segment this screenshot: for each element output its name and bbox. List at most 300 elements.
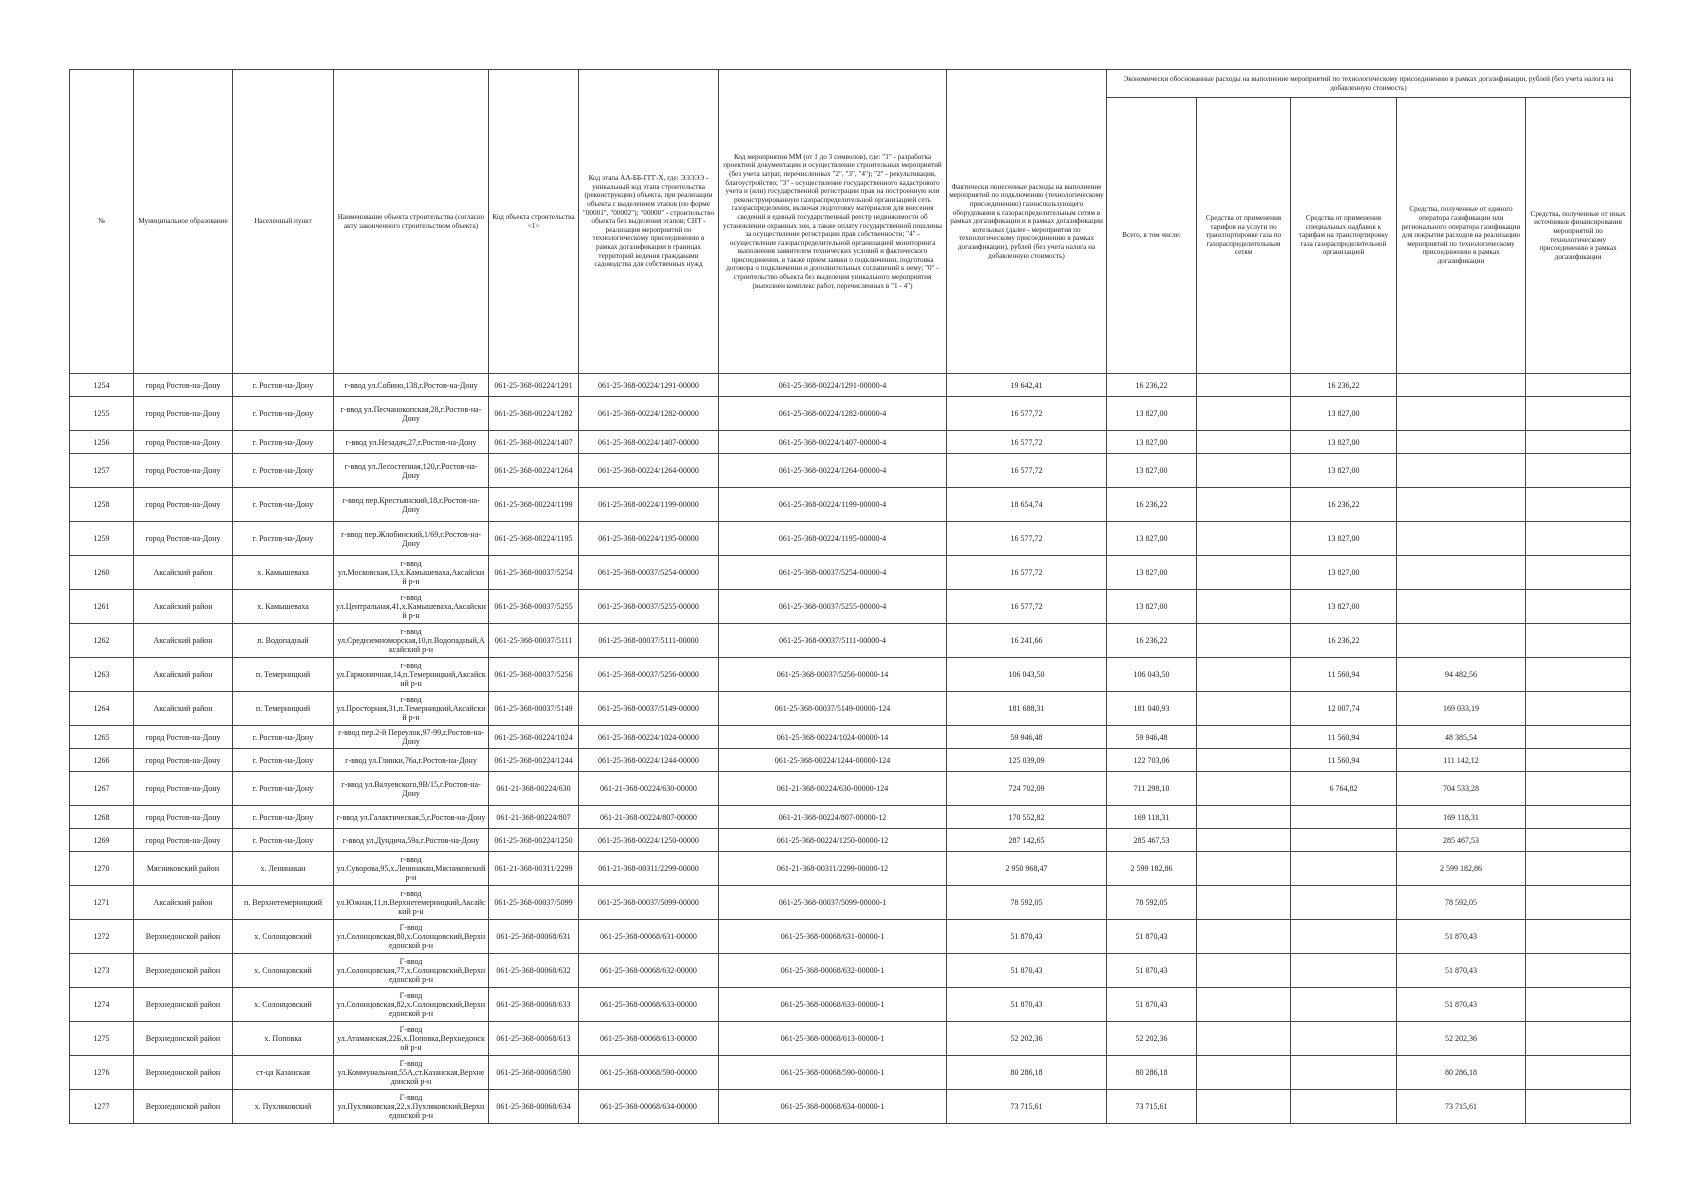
cell-event-code: 061-25-368-00037/5254-00000-4: [719, 556, 947, 590]
cell-num: 1270: [70, 852, 134, 886]
cell-object-code: 061-25-368-00224/1195: [489, 522, 579, 556]
cell-operator-funds: [1397, 397, 1526, 431]
header-operator-funds: Средства, полученные от единого оператора газификации или регионального оператора газификации для покрытия расходов на реализацию мероприятий по технологическому присоединению в рамках догазификации: [1397, 98, 1526, 374]
header-economic-group: Экономически обоснованные расходы на выполнение мероприятий по технологическому присоединению в рамках догазификации, рублей (без учета налога на добавленную стоимость): [1107, 70, 1631, 98]
header-object-code: Код объекта строительства <1>: [489, 70, 579, 374]
cell-num: 1276: [70, 1056, 134, 1090]
cell-total: 13 827,00: [1107, 454, 1197, 488]
cell-operator-funds: [1397, 454, 1526, 488]
cell-object-name: г-ввод ул.Суворова,95,х.Ленинакан,Мясниковский р-н: [334, 852, 489, 886]
cell-settlement: г. Ростов-на-Дону: [233, 522, 334, 556]
cell-num: 1274: [70, 988, 134, 1022]
cell-num: 1277: [70, 1090, 134, 1124]
cell-object-name: г-ввод пер.2-й Переулок,97-99,г.Ростов-на-Дону: [334, 726, 489, 749]
cell-num: 1272: [70, 920, 134, 954]
cell-settlement: г. Ростов-на-Дону: [233, 454, 334, 488]
cell-event-code: 061-25-368-00224/1250-00000-12: [719, 829, 947, 852]
table-header: [70, 70, 1631, 374]
cell-other-sources: [1526, 556, 1631, 590]
table-row: [70, 806, 1631, 829]
cell-total: 52 202,36: [1107, 1022, 1197, 1056]
cell-municipality: город Ростов-на-Дону: [134, 488, 233, 522]
cell-num: 1256: [70, 431, 134, 454]
cell-municipality: Верхнедонской район: [134, 920, 233, 954]
cell-surcharges: 11 560,94: [1291, 726, 1397, 749]
cell-stage-code: 061-25-368-00037/5256-00000: [579, 658, 719, 692]
table-row: [70, 1056, 1631, 1090]
table-row: [70, 988, 1631, 1022]
cell-event-code: 061-25-368-00068/633-00000-1: [719, 988, 947, 1022]
cell-surcharges: 13 827,00: [1291, 431, 1397, 454]
cell-object-code: 061-25-368-00068/633: [489, 988, 579, 1022]
cell-event-code: 061-25-368-00224/1199-00000-4: [719, 488, 947, 522]
cell-surcharges: [1291, 852, 1397, 886]
cell-total: 16 236,22: [1107, 374, 1197, 397]
cell-surcharges: [1291, 1090, 1397, 1124]
cell-actual-costs: 2 950 968,47: [947, 852, 1107, 886]
cell-total: 285 467,53: [1107, 829, 1197, 852]
cell-municipality: Верхнедонской район: [134, 954, 233, 988]
cell-total: 16 236,22: [1107, 624, 1197, 658]
cell-municipality: город Ростов-на-Дону: [134, 431, 233, 454]
cell-settlement: г. Ростов-на-Дону: [233, 772, 334, 806]
table-row: [70, 692, 1631, 726]
cell-other-sources: [1526, 692, 1631, 726]
cell-num: 1255: [70, 397, 134, 431]
cell-actual-costs: 181 688,31: [947, 692, 1107, 726]
cell-object-code: 061-21-368-00224/807: [489, 806, 579, 829]
cell-surcharges: [1291, 1022, 1397, 1056]
cell-other-sources: [1526, 1090, 1631, 1124]
cell-other-sources: [1526, 1056, 1631, 1090]
cell-operator-funds: [1397, 556, 1526, 590]
cell-tariffs: [1197, 772, 1291, 806]
cell-object-name: г-ввод ул.Песчанокопская,28,г.Ростов-на-Дону: [334, 397, 489, 431]
header-surcharges: Средства от применения специальных надбавок к тарифам на транспортировку газа газораспределительной организацией: [1291, 98, 1397, 374]
cell-object-name: г-ввод пер.Крестьянский,18,г.Ростов-на-Дону: [334, 488, 489, 522]
cell-object-name: г-ввод ул.Московская,13,х.Камышеваха,Аксайский р-н: [334, 556, 489, 590]
cell-settlement: х. Солонцовский: [233, 920, 334, 954]
cell-settlement: х. Ленинакан: [233, 852, 334, 886]
cell-municipality: Мясниковский район: [134, 852, 233, 886]
cell-tariffs: [1197, 454, 1291, 488]
cell-event-code: 061-25-368-00224/1024-00000-14: [719, 726, 947, 749]
cell-num: 1257: [70, 454, 134, 488]
cell-total: 13 827,00: [1107, 431, 1197, 454]
cell-operator-funds: 51 870,43: [1397, 920, 1526, 954]
cell-municipality: Верхнедонской район: [134, 988, 233, 1022]
cell-stage-code: 061-25-368-00224/1291-00000: [579, 374, 719, 397]
cell-stage-code: 061-21-368-00311/2299-00000: [579, 852, 719, 886]
cell-tariffs: [1197, 374, 1291, 397]
cell-actual-costs: 80 286,18: [947, 1056, 1107, 1090]
cell-tariffs: [1197, 829, 1291, 852]
cell-object-code: 061-25-368-00037/5149: [489, 692, 579, 726]
cell-operator-funds: 2 599 182,86: [1397, 852, 1526, 886]
cell-stage-code: 061-25-368-00068/590-00000: [579, 1056, 719, 1090]
cell-event-code: 061-25-368-00068/590-00000-1: [719, 1056, 947, 1090]
table-row: [70, 397, 1631, 431]
cell-settlement: х. Поповка: [233, 1022, 334, 1056]
cell-actual-costs: 16 577,72: [947, 397, 1107, 431]
cell-object-name: г-ввод ул.Южная,11,п.Верхнетемерницкий,Аксайский р-н: [334, 886, 489, 920]
cell-stage-code: 061-25-368-00224/1024-00000: [579, 726, 719, 749]
cell-municipality: город Ростов-на-Дону: [134, 806, 233, 829]
cell-operator-funds: 51 870,43: [1397, 954, 1526, 988]
cell-tariffs: [1197, 988, 1291, 1022]
cell-actual-costs: 52 202,36: [947, 1022, 1107, 1056]
cell-actual-costs: 16 577,72: [947, 431, 1107, 454]
cell-municipality: Аксайский район: [134, 624, 233, 658]
cell-surcharges: 16 236,22: [1291, 488, 1397, 522]
cell-object-code: 061-21-368-00224/630: [489, 772, 579, 806]
cell-num: 1273: [70, 954, 134, 988]
cell-actual-costs: 16 577,72: [947, 590, 1107, 624]
table-row: [70, 522, 1631, 556]
cell-tariffs: [1197, 806, 1291, 829]
cell-other-sources: [1526, 806, 1631, 829]
cell-other-sources: [1526, 590, 1631, 624]
cell-settlement: г. Ростов-на-Дону: [233, 749, 334, 772]
cell-municipality: город Ростов-на-Дону: [134, 454, 233, 488]
cell-tariffs: [1197, 1056, 1291, 1090]
cell-tariffs: [1197, 624, 1291, 658]
cell-num: 1262: [70, 624, 134, 658]
cell-object-code: 061-25-368-00068/613: [489, 1022, 579, 1056]
cell-num: 1271: [70, 886, 134, 920]
cell-settlement: г. Ростов-на-Дону: [233, 397, 334, 431]
cell-object-code: 061-25-368-00224/1250: [489, 829, 579, 852]
cell-operator-funds: [1397, 522, 1526, 556]
cell-other-sources: [1526, 772, 1631, 806]
cell-surcharges: [1291, 829, 1397, 852]
header-stage-code: Код этапа АА-ББ-ГГГ-Х, где: ЭЭЭЭЭ - уникальный код этапа строительства (реконструкции) объекта, при реализации объекта с выделением этапов (по форме "00001", "00002"); "00000" - строительство объекта без выделения этапов; СНТ - реализация мероприятий по технологическому присоединению в рамках догазификации в границах территорий ведения гражданами садоводства для собственных нужд: [579, 70, 719, 374]
cell-operator-funds: 78 592,05: [1397, 886, 1526, 920]
cell-tariffs: [1197, 852, 1291, 886]
table-body: [70, 374, 1631, 1124]
cell-object-name: г-ввод ул.Дундича,59а,г.Ростов-на-Дону: [334, 829, 489, 852]
cell-total: 80 286,18: [1107, 1056, 1197, 1090]
cell-actual-costs: 59 946,48: [947, 726, 1107, 749]
header-object-name: Наименование объекта строительства (согласно акту законченного строительством объекта): [334, 70, 489, 374]
cell-settlement: х. Солонцовский: [233, 954, 334, 988]
cell-stage-code: 061-25-368-00037/5099-00000: [579, 886, 719, 920]
cell-stage-code: 061-25-368-00068/631-00000: [579, 920, 719, 954]
cell-other-sources: [1526, 829, 1631, 852]
cell-total: 51 870,43: [1107, 920, 1197, 954]
cell-stage-code: 061-25-368-00068/613-00000: [579, 1022, 719, 1056]
header-num: №: [70, 70, 134, 374]
table-row: [70, 829, 1631, 852]
cell-stage-code: 061-25-368-00224/1195-00000: [579, 522, 719, 556]
cell-total: 711 298,10: [1107, 772, 1197, 806]
cell-settlement: х. Камышеваха: [233, 590, 334, 624]
table-row: [70, 1022, 1631, 1056]
table-row: [70, 488, 1631, 522]
table-row: [70, 556, 1631, 590]
cell-actual-costs: 16 577,72: [947, 454, 1107, 488]
cell-total: 16 236,22: [1107, 488, 1197, 522]
cell-actual-costs: 51 870,43: [947, 988, 1107, 1022]
cell-object-name: г-ввод ул.Гармоничная,14,п.Темерницкий,Аксайский р-н: [334, 658, 489, 692]
cell-total: 78 592,05: [1107, 886, 1197, 920]
cell-municipality: город Ростов-на-Дону: [134, 397, 233, 431]
cell-settlement: п. Темерницкий: [233, 692, 334, 726]
cell-surcharges: [1291, 1056, 1397, 1090]
cell-actual-costs: 78 592,05: [947, 886, 1107, 920]
cell-other-sources: [1526, 852, 1631, 886]
cell-municipality: город Ростов-на-Дону: [134, 772, 233, 806]
cell-event-code: 061-25-368-00037/5099-00000-1: [719, 886, 947, 920]
cell-actual-costs: 18 654,74: [947, 488, 1107, 522]
cell-settlement: х. Пухляковский: [233, 1090, 334, 1124]
table-row: [70, 374, 1631, 397]
cell-event-code: 061-21-368-00224/630-00000-124: [719, 772, 947, 806]
cell-stage-code: 061-25-368-00068/634-00000: [579, 1090, 719, 1124]
cell-surcharges: 12 007,74: [1291, 692, 1397, 726]
cell-municipality: Верхнедонской район: [134, 1056, 233, 1090]
cell-total: 13 827,00: [1107, 397, 1197, 431]
cell-tariffs: [1197, 1090, 1291, 1124]
cell-total: 2 599 182,86: [1107, 852, 1197, 886]
cell-object-code: 061-25-368-00037/5255: [489, 590, 579, 624]
cell-surcharges: [1291, 886, 1397, 920]
cell-event-code: 061-25-368-00224/1244-00000-124: [719, 749, 947, 772]
cell-operator-funds: [1397, 624, 1526, 658]
cell-operator-funds: 94 482,56: [1397, 658, 1526, 692]
cell-municipality: город Ростов-на-Дону: [134, 374, 233, 397]
cell-num: 1254: [70, 374, 134, 397]
cell-object-code: 061-25-368-00224/1407: [489, 431, 579, 454]
cell-settlement: г. Ростов-на-Дону: [233, 431, 334, 454]
cell-event-code: 061-25-368-00068/634-00000-1: [719, 1090, 947, 1124]
cell-event-code: 061-25-368-00224/1407-00000-4: [719, 431, 947, 454]
cell-object-name: Г-ввод ул.Атаманская,22Б,х.Поповка,Верхнедонской р-н: [334, 1022, 489, 1056]
cell-stage-code: 061-25-368-00224/1199-00000: [579, 488, 719, 522]
cell-object-code: 061-25-368-00037/5111: [489, 624, 579, 658]
cell-tariffs: [1197, 749, 1291, 772]
cell-object-name: г-ввод пер.Жлобинский,1/69,г.Ростов-на-Дону: [334, 522, 489, 556]
table-row: [70, 772, 1631, 806]
cell-object-code: 061-25-368-00068/631: [489, 920, 579, 954]
cell-operator-funds: 111 142,12: [1397, 749, 1526, 772]
cell-object-code: 061-25-368-00068/632: [489, 954, 579, 988]
cell-actual-costs: 287 142,65: [947, 829, 1107, 852]
cell-num: 1261: [70, 590, 134, 624]
cell-num: 1275: [70, 1022, 134, 1056]
cell-surcharges: 16 236,22: [1291, 374, 1397, 397]
cell-object-name: Г-ввод ул.Пухляковская,22,х.Пухляковский,Верхнедонской р-н: [334, 1090, 489, 1124]
cell-surcharges: 11 560,94: [1291, 658, 1397, 692]
cell-surcharges: 16 236,22: [1291, 624, 1397, 658]
cell-total: 122 703,06: [1107, 749, 1197, 772]
cell-surcharges: [1291, 988, 1397, 1022]
cell-object-code: 061-25-368-00224/1244: [489, 749, 579, 772]
cell-tariffs: [1197, 886, 1291, 920]
cell-stage-code: 061-25-368-00068/633-00000: [579, 988, 719, 1022]
cell-num: 1263: [70, 658, 134, 692]
cell-event-code: 061-25-368-00037/5149-00000-124: [719, 692, 947, 726]
cell-num: 1260: [70, 556, 134, 590]
cell-actual-costs: 19 642,41: [947, 374, 1107, 397]
cell-num: 1265: [70, 726, 134, 749]
table-row: [70, 886, 1631, 920]
cell-settlement: п. Верхнетемерницкий: [233, 886, 334, 920]
cell-operator-funds: 169 033,19: [1397, 692, 1526, 726]
cell-operator-funds: 73 715,61: [1397, 1090, 1526, 1124]
cell-other-sources: [1526, 431, 1631, 454]
cell-num: 1267: [70, 772, 134, 806]
cell-total: 51 870,43: [1107, 988, 1197, 1022]
cell-other-sources: [1526, 374, 1631, 397]
cell-object-code: 061-25-368-00037/5256: [489, 658, 579, 692]
cell-object-name: г-ввод ул.Галактическая,5,г.Ростов-на-Дону: [334, 806, 489, 829]
cell-object-code: 061-25-368-00224/1024: [489, 726, 579, 749]
cell-num: 1258: [70, 488, 134, 522]
cell-object-code: 061-25-368-00037/5254: [489, 556, 579, 590]
cell-operator-funds: 52 202,36: [1397, 1022, 1526, 1056]
cell-stage-code: 061-25-368-00224/1250-00000: [579, 829, 719, 852]
cell-object-name: Г-ввод ул.Коммунальная,55А,ст.Казанская,Верхнедонской р-н: [334, 1056, 489, 1090]
cell-tariffs: [1197, 726, 1291, 749]
header-total: Всего, в том числе:: [1107, 98, 1197, 374]
cell-settlement: г. Ростов-на-Дону: [233, 806, 334, 829]
cell-object-name: Г-ввод ул.Солонцовская,82,х.Солонцовский,Верхнедонской р-н: [334, 988, 489, 1022]
cell-event-code: 061-25-368-00224/1282-00000-4: [719, 397, 947, 431]
cell-event-code: 061-25-368-00224/1195-00000-4: [719, 522, 947, 556]
header-municipality: Муниципальное образование: [134, 70, 233, 374]
cell-stage-code: 061-25-368-00037/5111-00000: [579, 624, 719, 658]
table-row: [70, 920, 1631, 954]
cell-object-name: г-ввод ул.Валуевского,9В/15,г.Ростов-на-Дону: [334, 772, 489, 806]
cell-surcharges: 13 827,00: [1291, 590, 1397, 624]
cell-tariffs: [1197, 658, 1291, 692]
cell-total: 51 870,43: [1107, 954, 1197, 988]
cell-actual-costs: 51 870,43: [947, 920, 1107, 954]
cell-object-name: г-ввод ул.Средиземноморская,10,п.Водопадный,Аксайский р-н: [334, 624, 489, 658]
cell-municipality: Верхнедонской район: [134, 1090, 233, 1124]
header-event-code: Код мероприятия ММ (от 1 до 3 символов), где: "1" - разработка проектной документации и осуществление строительных мероприятий (без учета затрат, перечисленных "2", "3", "4"); "2" - рекультивация, благоустройство; "3" - осуществление государственного кадастрового учета и (или) государственной регистрации прав на построенную или реконструированную газораспределительной организацией сеть газораспределения, включая подготовку материалов для внесения сведений в единый государственный реестр недвижимости об установлении охранных зон, а также оплату государственной пошлины за осуществление регистрации прав собственности; "4" - осуществление газораспределительной организацией мониторинга выполнения заявителем технических условий и фактического присоединения, в также прием заявки о подключении, подготовка договора о подключении и дополнительных соглашений к нему; "0" - строительство объекта без выделения уникального мероприятия (выполнен комплекс работ, перечисленных в "1 - 4"): [719, 70, 947, 374]
cell-actual-costs: 724 702,09: [947, 772, 1107, 806]
cell-other-sources: [1526, 624, 1631, 658]
cell-event-code: 061-25-368-00068/632-00000-1: [719, 954, 947, 988]
cell-other-sources: [1526, 954, 1631, 988]
cell-event-code: 061-25-368-00037/5255-00000-4: [719, 590, 947, 624]
cell-other-sources: [1526, 988, 1631, 1022]
cell-surcharges: 13 827,00: [1291, 397, 1397, 431]
header-settlement: Населенный пункт: [233, 70, 334, 374]
cell-object-code: 061-25-368-00224/1199: [489, 488, 579, 522]
cell-total: 169 118,31: [1107, 806, 1197, 829]
cell-actual-costs: 73 715,61: [947, 1090, 1107, 1124]
cell-actual-costs: 106 043,50: [947, 658, 1107, 692]
cell-municipality: Аксайский район: [134, 556, 233, 590]
cell-operator-funds: 48 385,54: [1397, 726, 1526, 749]
cell-settlement: х. Солонцовский: [233, 988, 334, 1022]
cell-settlement: п. Темерницкий: [233, 658, 334, 692]
cell-object-code: 061-21-368-00311/2299: [489, 852, 579, 886]
cell-event-code: 061-25-368-00068/631-00000-1: [719, 920, 947, 954]
cell-tariffs: [1197, 692, 1291, 726]
cell-operator-funds: [1397, 374, 1526, 397]
cell-operator-funds: 169 118,31: [1397, 806, 1526, 829]
cell-total: 106 043,50: [1107, 658, 1197, 692]
cell-tariffs: [1197, 397, 1291, 431]
cell-municipality: Верхнедонской район: [134, 1022, 233, 1056]
cell-event-code: 061-21-368-00311/2299-00000-12: [719, 852, 947, 886]
cell-event-code: 061-25-368-00224/1291-00000-4: [719, 374, 947, 397]
table-row: [70, 454, 1631, 488]
header-actual-costs: Фактически понесенные расходы на выполнение мероприятий по подключению (технологическому присоединению) газоиспользующего оборудования к газораспределительным сетям в рамках догазификации и в рамках догазификации котельных (далее - мероприятия по технологическому присоединению в рамках догазификации), рублей (без учета налога на добавленную стоимость): [947, 70, 1107, 374]
cell-tariffs: [1197, 488, 1291, 522]
cell-settlement: г. Ростов-на-Дону: [233, 726, 334, 749]
cell-stage-code: 061-25-368-00224/1407-00000: [579, 431, 719, 454]
cell-municipality: Аксайский район: [134, 658, 233, 692]
cell-object-name: г-ввод ул.Центральная,41,х.Камышеваха,Аксайский р-н: [334, 590, 489, 624]
cell-tariffs: [1197, 556, 1291, 590]
cell-actual-costs: 16 577,72: [947, 556, 1107, 590]
cell-other-sources: [1526, 920, 1631, 954]
cell-other-sources: [1526, 1022, 1631, 1056]
cell-operator-funds: 51 870,43: [1397, 988, 1526, 1022]
cell-operator-funds: [1397, 590, 1526, 624]
cell-other-sources: [1526, 454, 1631, 488]
cell-other-sources: [1526, 522, 1631, 556]
cell-stage-code: 061-25-368-00224/1264-00000: [579, 454, 719, 488]
cell-stage-code: 061-25-368-00224/1244-00000: [579, 749, 719, 772]
header-other-sources: Средства, полученные от иных источников финансирования мероприятий по технологическому присоединению в рамках догазификации: [1526, 98, 1631, 374]
table-row: [70, 954, 1631, 988]
cell-tariffs: [1197, 431, 1291, 454]
cell-stage-code: 061-25-368-00068/632-00000: [579, 954, 719, 988]
cell-tariffs: [1197, 954, 1291, 988]
cell-object-code: 061-25-368-00224/1291: [489, 374, 579, 397]
cell-operator-funds: 285 467,53: [1397, 829, 1526, 852]
table-row: [70, 658, 1631, 692]
cell-total: 73 715,61: [1107, 1090, 1197, 1124]
cell-stage-code: 061-21-368-00224/630-00000: [579, 772, 719, 806]
table-row: [70, 624, 1631, 658]
cell-municipality: город Ростов-на-Дону: [134, 726, 233, 749]
cell-object-code: 061-25-368-00037/5099: [489, 886, 579, 920]
cell-municipality: город Ростов-на-Дону: [134, 829, 233, 852]
cell-object-name: Г-ввод ул.Солонцовская,80,х.Солонцовский,Верхнедонской р-н: [334, 920, 489, 954]
cell-object-code: 061-25-368-00068/590: [489, 1056, 579, 1090]
cell-operator-funds: 80 286,18: [1397, 1056, 1526, 1090]
cell-stage-code: 061-25-368-00037/5254-00000: [579, 556, 719, 590]
cell-settlement: х. Камышеваха: [233, 556, 334, 590]
cell-event-code: 061-21-368-00224/807-00000-12: [719, 806, 947, 829]
cell-operator-funds: [1397, 431, 1526, 454]
cell-settlement: г. Ростов-на-Дону: [233, 488, 334, 522]
cell-object-name: г-ввод ул.Просторная,31,п.Темерницкий,Аксайский р-н: [334, 692, 489, 726]
cell-event-code: 061-25-368-00068/613-00000-1: [719, 1022, 947, 1056]
cell-surcharges: 13 827,00: [1291, 556, 1397, 590]
cell-actual-costs: 125 039,09: [947, 749, 1107, 772]
cell-other-sources: [1526, 488, 1631, 522]
cell-surcharges: 6 764,82: [1291, 772, 1397, 806]
cell-other-sources: [1526, 658, 1631, 692]
cell-actual-costs: 16 577,72: [947, 522, 1107, 556]
cell-tariffs: [1197, 920, 1291, 954]
cell-event-code: 061-25-368-00224/1264-00000-4: [719, 454, 947, 488]
cell-other-sources: [1526, 886, 1631, 920]
cell-total: 59 946,48: [1107, 726, 1197, 749]
cell-total: 13 827,00: [1107, 556, 1197, 590]
table-row: [70, 726, 1631, 749]
cell-event-code: 061-25-368-00037/5111-00000-4: [719, 624, 947, 658]
cell-operator-funds: 704 533,28: [1397, 772, 1526, 806]
